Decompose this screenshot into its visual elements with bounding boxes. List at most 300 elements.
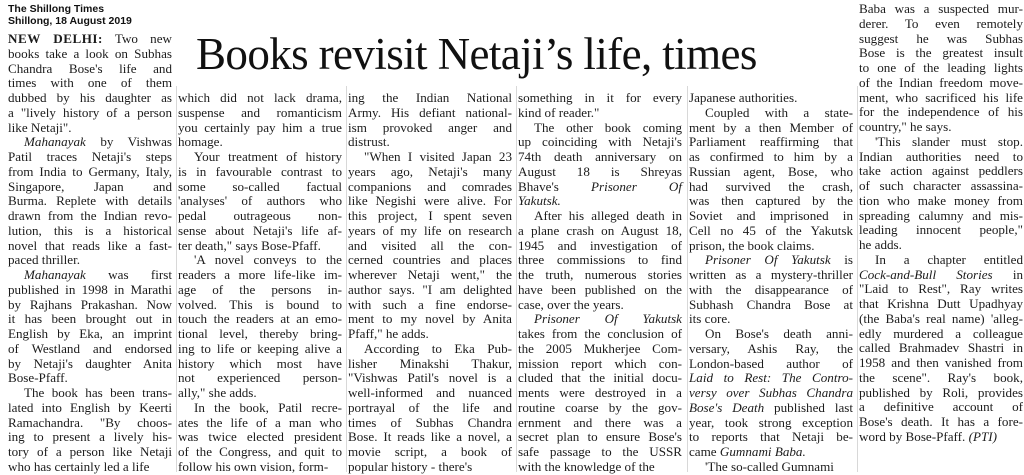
- text-run: Pfaff," he adds.: [348, 326, 429, 341]
- text-run: In the book, Patil recre-: [194, 399, 342, 415]
- text-run: ment by a then Member of: [689, 119, 853, 135]
- text-run: prison, the book claims.: [689, 237, 815, 253]
- text-run: Bose's death. It has a fore-: [859, 414, 1023, 429]
- text-run: of such character assassina-: [859, 178, 1023, 193]
- text-run: Bose. It reads like a novel, a: [348, 429, 512, 445]
- text-run: safe passage to the USSR: [518, 444, 682, 459]
- text-line: [178, 150, 342, 165]
- text-run: word by Bose-Pfaff.: [859, 428, 969, 444]
- text-run: its core.: [689, 311, 731, 327]
- text-line: [518, 371, 682, 386]
- text-run: Japanese authorities.: [689, 90, 798, 105]
- text-line: [178, 253, 342, 268]
- text-line: [859, 341, 1023, 356]
- text-run: drawn from the Indian revo-: [8, 208, 172, 223]
- text-run: Your treatment of history: [194, 149, 342, 164]
- text-run: a definitive account of: [859, 399, 1023, 415]
- text-line: [348, 283, 512, 298]
- text-line: [8, 416, 172, 431]
- text-run: lution, this is a historical: [8, 222, 172, 238]
- text-run: Prisoner Of: [590, 178, 682, 194]
- text-run: 'This slander must stop.: [875, 133, 1023, 149]
- text-line: [689, 327, 853, 342]
- text-line: [178, 209, 342, 224]
- text-run: ing the Indian National: [348, 90, 512, 105]
- text-line: [348, 106, 512, 121]
- text-run: as confirmed to him by a: [689, 149, 853, 164]
- text-line: [518, 150, 682, 165]
- text-line: [689, 298, 853, 313]
- text-line: [689, 121, 853, 136]
- text-line: [689, 194, 853, 209]
- text-run: edly murdered a colleague: [859, 325, 1023, 341]
- text-run: ally," she adds.: [178, 385, 257, 400]
- text-run: author says. "I am delighted: [348, 281, 512, 297]
- text-run: The other book coming: [534, 119, 682, 135]
- text-line: [859, 238, 1023, 253]
- column-rule: [176, 86, 177, 472]
- text-line: [348, 357, 512, 372]
- text-line: [859, 371, 1023, 386]
- text-run: it has been brought out in: [8, 311, 172, 327]
- text-run: had survived the crash,: [689, 178, 853, 194]
- text-run: by Netaji's daughter Anita: [8, 355, 172, 371]
- text-line: [178, 401, 342, 416]
- text-line: [8, 121, 172, 136]
- text-line: [518, 430, 682, 445]
- text-run: have been published on the: [518, 281, 682, 297]
- text-line: [518, 239, 682, 254]
- text-line: [8, 342, 172, 357]
- text-run: ing to present a lively his-: [8, 429, 172, 445]
- text-run: ter death," says Bose-Pfaff.: [178, 237, 321, 253]
- text-line: [859, 46, 1023, 61]
- text-run: ism provoked anger and: [348, 119, 512, 135]
- text-line: [689, 106, 853, 121]
- text-run: Bhave's: [518, 178, 591, 194]
- text-line: [859, 120, 1023, 135]
- text-run: tional level, thereby bring-: [178, 326, 342, 341]
- text-line: [348, 298, 512, 313]
- text-run: Mahanayak: [24, 267, 86, 282]
- text-line: [178, 445, 342, 460]
- text-run: was twice elected president: [178, 429, 342, 445]
- text-run: by Vishwas: [85, 134, 172, 150]
- text-line: [689, 460, 853, 475]
- text-run: age of the persons in-: [178, 281, 342, 297]
- text-run: London-based author of: [689, 355, 853, 371]
- text-run: Baba was a suspected mur-: [859, 1, 1023, 16]
- text-run: Coupled with a state-: [705, 104, 853, 120]
- text-run: versy over Subhas Chandra: [689, 385, 853, 400]
- text-line: [518, 194, 682, 209]
- text-run: popular history - there's: [348, 458, 473, 474]
- text-line: [859, 135, 1023, 150]
- text-run: which did not lack drama,: [178, 90, 342, 105]
- text-run: well-informed and nuanced: [348, 385, 512, 400]
- text-run: a plane crash on August 18,: [518, 222, 682, 238]
- text-line: [8, 135, 172, 150]
- text-line: [178, 121, 342, 136]
- text-run: books take a look on Subhas: [8, 45, 172, 61]
- text-run: paced thriller.: [8, 252, 80, 268]
- text-line: [689, 283, 853, 298]
- text-line: [8, 180, 172, 195]
- text-line: [518, 91, 682, 106]
- text-run: three commissions to find: [518, 252, 682, 268]
- text-run: in: [992, 266, 1023, 282]
- text-run: years of my life on research: [348, 222, 512, 238]
- text-line: [8, 209, 172, 224]
- text-run: Prisoner Of Yakutsk: [534, 311, 682, 327]
- text-line: [8, 327, 172, 342]
- text-line: [8, 62, 172, 77]
- text-run: Cock-and-Bull Stories: [859, 266, 993, 282]
- text-line: [348, 430, 512, 445]
- text-line: [178, 165, 342, 180]
- text-run: for the independence of his: [859, 104, 1023, 120]
- text-line: [348, 180, 512, 195]
- text-run: Bose-Pfaff.: [8, 370, 68, 386]
- text-run: kind of reader.": [518, 104, 600, 120]
- text-run: Two new: [102, 31, 172, 46]
- text-line: [859, 268, 1023, 283]
- text-run: In a chapter entitled: [875, 251, 1023, 267]
- text-line: [859, 356, 1023, 371]
- text-run: spreading calumny and mis-: [859, 207, 1023, 223]
- headline: Books revisit Netaji’s life, times: [196, 29, 757, 79]
- text-run: 1958 and then vanished from: [859, 355, 1023, 370]
- text-line: [859, 150, 1023, 165]
- text-run: takes from the conclusion of: [518, 326, 682, 341]
- text-line: [689, 386, 853, 401]
- text-line: [518, 445, 682, 460]
- text-line: [348, 312, 512, 327]
- text-line: [348, 401, 512, 416]
- text-run: suggest he was Subhas: [859, 30, 1023, 46]
- text-run: country," he says.: [859, 119, 952, 134]
- text-line: [348, 342, 512, 357]
- text-line: [8, 165, 172, 180]
- text-run: who has certainly led a life: [8, 458, 150, 474]
- text-run: novel that reads like a fast-: [8, 237, 172, 253]
- text-run: ernment and there was a: [518, 414, 682, 430]
- text-line: [518, 283, 682, 298]
- column-rule: [687, 86, 688, 472]
- text-run: you certainly pay him a true: [178, 119, 342, 135]
- text-run: companions and comrades: [348, 178, 512, 194]
- text-line: [178, 180, 342, 195]
- text-line: [859, 312, 1023, 327]
- text-run: like Negishi were alive. For: [348, 193, 512, 209]
- text-run: the scene". Ray's book,: [859, 369, 1023, 385]
- column-rule: [516, 86, 517, 472]
- text-line: [348, 416, 512, 431]
- text-run: pedal outrageous non-: [178, 208, 342, 223]
- text-run: times of Subhas Chandra: [348, 414, 512, 430]
- text-line: [8, 76, 172, 91]
- text-run: and visited all the con-: [348, 237, 512, 253]
- text-run: volved. This is bound to: [178, 296, 342, 312]
- text-line: [178, 135, 342, 150]
- text-line: [178, 327, 342, 342]
- article-column-6: [859, 2, 1023, 445]
- text-line: [178, 106, 342, 121]
- text-line: [8, 386, 172, 401]
- text-run: August 18 is Shreyas: [518, 163, 682, 179]
- text-line: [859, 17, 1023, 32]
- text-line: [859, 327, 1023, 342]
- text-line: [689, 445, 853, 460]
- text-line: [178, 91, 342, 106]
- text-line: [8, 224, 172, 239]
- text-run: derer. To even remotely: [859, 15, 1023, 31]
- text-line: [518, 386, 682, 401]
- text-run: of the Congress, and quit to: [178, 444, 342, 459]
- text-run: is: [830, 252, 853, 268]
- text-line: [178, 312, 342, 327]
- text-run: cerned countries and places: [348, 252, 512, 268]
- text-run: Indian authorities need to: [859, 148, 1023, 164]
- text-line: [518, 106, 682, 121]
- text-run: 'The so-called Gumnami: [705, 458, 834, 474]
- text-run: something in it for every: [518, 90, 682, 105]
- text-run: "When I visited Japan 23: [364, 149, 512, 164]
- text-line: [518, 298, 682, 313]
- text-run: was then captured by the: [689, 193, 853, 209]
- masthead: [8, 3, 132, 27]
- text-run: homage.: [178, 134, 223, 150]
- text-line: [178, 298, 342, 313]
- column-rule: [857, 86, 858, 472]
- text-run: times with one of them: [8, 75, 172, 91]
- article-column-5: [689, 91, 853, 475]
- text-run: published last: [764, 399, 853, 415]
- text-line: [689, 357, 853, 372]
- text-line: [348, 327, 512, 342]
- text-run: history which most have: [178, 355, 342, 371]
- text-run: 74th death anniversary on: [518, 149, 682, 164]
- text-run: After his alleged death in: [534, 208, 682, 223]
- text-run: lated into English by Keerti: [8, 399, 172, 415]
- text-line: [178, 416, 342, 431]
- text-line: [348, 460, 512, 475]
- text-run: Bose's Death: [689, 399, 765, 415]
- text-line: [689, 268, 853, 283]
- text-run: take action against peddlers: [859, 163, 1023, 179]
- text-line: [8, 268, 172, 283]
- text-line: [178, 460, 342, 475]
- text-line: [178, 194, 342, 209]
- text-line: [689, 150, 853, 165]
- text-line: [859, 164, 1023, 179]
- text-line: [348, 371, 512, 386]
- text-run: cluded that the initial docu-: [518, 370, 682, 386]
- text-line: [518, 357, 682, 372]
- text-line: [178, 342, 342, 357]
- text-line: [518, 416, 682, 431]
- text-run: wherever Netaji went," the: [348, 267, 512, 282]
- text-line: [859, 223, 1023, 238]
- text-line: [8, 357, 172, 372]
- text-line: [8, 239, 172, 254]
- column-rule: [346, 86, 347, 472]
- text-run: lisher Minakshi Thakur,: [348, 355, 512, 371]
- text-run: (PTI): [968, 428, 997, 444]
- article-column-1: [8, 32, 172, 475]
- text-line: [178, 283, 342, 298]
- text-run: Ramachandra. "By choos-: [8, 414, 172, 430]
- text-run: this project, I spent seven: [348, 208, 512, 223]
- text-line: [859, 297, 1023, 312]
- article-column-4: [518, 91, 682, 475]
- text-line: [178, 239, 342, 254]
- text-line: [348, 150, 512, 165]
- text-line: [859, 400, 1023, 415]
- text-run: English by Eka, an imprint: [8, 326, 172, 341]
- text-run: of the Indian freedom move-: [859, 74, 1023, 90]
- text-line: [518, 165, 682, 180]
- text-run: versary, Ashis Ray, the: [689, 340, 853, 356]
- text-line: [689, 91, 853, 106]
- dateline: NEW DELHI:: [8, 31, 103, 46]
- text-run: Patil traces Netaji's steps: [8, 149, 172, 164]
- text-line: [518, 209, 682, 224]
- text-run: case, over the years.: [518, 296, 624, 312]
- text-run: the 2005 Mukherjee Com-: [518, 340, 682, 356]
- publication-name: The Shillong Times: [8, 3, 105, 15]
- text-line: [348, 253, 512, 268]
- text-run: year, took strong exception: [689, 414, 853, 430]
- text-run: "Laid to Rest", Ray writes: [859, 281, 1023, 297]
- text-run: follow his own vision, form-: [178, 458, 329, 474]
- text-run: Yakutsk.: [518, 193, 561, 209]
- text-run: 1945 and investigation of: [518, 237, 682, 253]
- text-run: with the disappearance of: [689, 281, 853, 297]
- text-run: suspense and romanticism: [178, 104, 342, 120]
- article-column-2: [178, 91, 342, 475]
- text-run: 'analyses' of authors who: [178, 193, 342, 209]
- text-run: the truth, numerous stories: [518, 267, 682, 282]
- text-line: [348, 91, 512, 106]
- text-run: According to Eka Pub-: [364, 340, 512, 356]
- text-run: The book has been trans-: [24, 385, 172, 400]
- text-line: [518, 342, 682, 357]
- text-run: like Netaji".: [8, 119, 72, 135]
- text-line: [689, 253, 853, 268]
- text-line: [8, 401, 172, 416]
- text-run: that Krishna Dutt Upadhyay: [859, 296, 1023, 311]
- text-run: to reports that Netaji be-: [689, 429, 853, 445]
- text-run: portrayal of the life and: [348, 399, 512, 415]
- text-run: secret plan to ensure Bose's: [518, 429, 682, 445]
- text-run: some so-called factual: [178, 178, 342, 194]
- text-run: a "lively history of a person: [8, 104, 172, 120]
- text-line: [689, 416, 853, 431]
- text-line: [348, 135, 512, 150]
- text-line: [859, 91, 1023, 106]
- text-line: [518, 401, 682, 416]
- text-line: [348, 224, 512, 239]
- text-line: [689, 239, 853, 254]
- text-line: [348, 239, 512, 254]
- text-line: [8, 430, 172, 445]
- text-run: he adds.: [859, 237, 902, 252]
- text-run: came: [689, 444, 720, 459]
- text-line: [859, 282, 1023, 297]
- text-run: Cell no 45 of the Yakutsk: [689, 222, 853, 238]
- text-line: [178, 268, 342, 283]
- text-line: [518, 268, 682, 283]
- text-line: [859, 32, 1023, 47]
- text-line: [178, 430, 342, 445]
- text-line: [8, 106, 172, 121]
- text-line: [859, 253, 1023, 268]
- text-run: published in 1998 in Marathi: [8, 281, 172, 297]
- text-line: [8, 91, 172, 106]
- text-line: [518, 460, 682, 475]
- text-run: was first: [85, 267, 172, 282]
- text-line: [518, 253, 682, 268]
- text-line: [859, 61, 1023, 76]
- text-line: [8, 283, 172, 298]
- text-run: not experienced person-: [178, 370, 342, 386]
- text-line: [348, 121, 512, 136]
- text-line: [689, 401, 853, 416]
- text-line: [8, 194, 172, 209]
- text-run: written as a mystery-thriller: [689, 267, 853, 282]
- text-line: [859, 76, 1023, 91]
- text-line: [8, 371, 172, 386]
- text-line: [178, 371, 342, 386]
- text-run: Burma. Replete with details: [8, 193, 172, 209]
- text-run: with the knowledge of the: [518, 458, 655, 474]
- text-line: [859, 105, 1023, 120]
- text-run: with such a fine endorse-: [348, 296, 512, 312]
- text-line: [689, 224, 853, 239]
- text-line: [348, 445, 512, 460]
- text-line: [518, 327, 682, 342]
- text-line: [178, 224, 342, 239]
- text-line: [859, 415, 1023, 430]
- text-run: years ago, Netaji's many: [348, 163, 512, 179]
- text-run: Parliament reaffirming that: [689, 134, 853, 150]
- text-line: [348, 386, 512, 401]
- text-run: Army. His defiant national-: [348, 104, 512, 120]
- text-run: by Rajhans Prakashan. Now: [8, 296, 172, 312]
- text-run: readers a more life-like im-: [178, 267, 342, 282]
- text-line: [518, 121, 682, 136]
- text-line: [8, 32, 172, 47]
- text-run: Gumnami Baba.: [719, 444, 806, 459]
- text-run: Soviet and imprisoned in: [689, 208, 853, 223]
- text-line: [859, 386, 1023, 401]
- text-run: sense about Netaji's life af-: [178, 222, 342, 238]
- text-line: [8, 298, 172, 313]
- text-line: [348, 194, 512, 209]
- text-line: [8, 460, 172, 475]
- text-run: up coinciding with Netaji's: [518, 134, 682, 150]
- text-run: ment, who sacrificed his life: [859, 89, 1023, 105]
- text-line: [348, 209, 512, 224]
- text-line: [178, 386, 342, 401]
- text-line: [689, 342, 853, 357]
- text-run: to one of the leading lights: [859, 60, 1023, 75]
- text-run: "Vishwas Patil's novel is a: [348, 370, 512, 386]
- text-run: Subhash Chandra Bose at: [689, 296, 853, 312]
- text-run: Mahanayak: [24, 134, 86, 150]
- text-run: On Bose's death anni-: [705, 326, 853, 341]
